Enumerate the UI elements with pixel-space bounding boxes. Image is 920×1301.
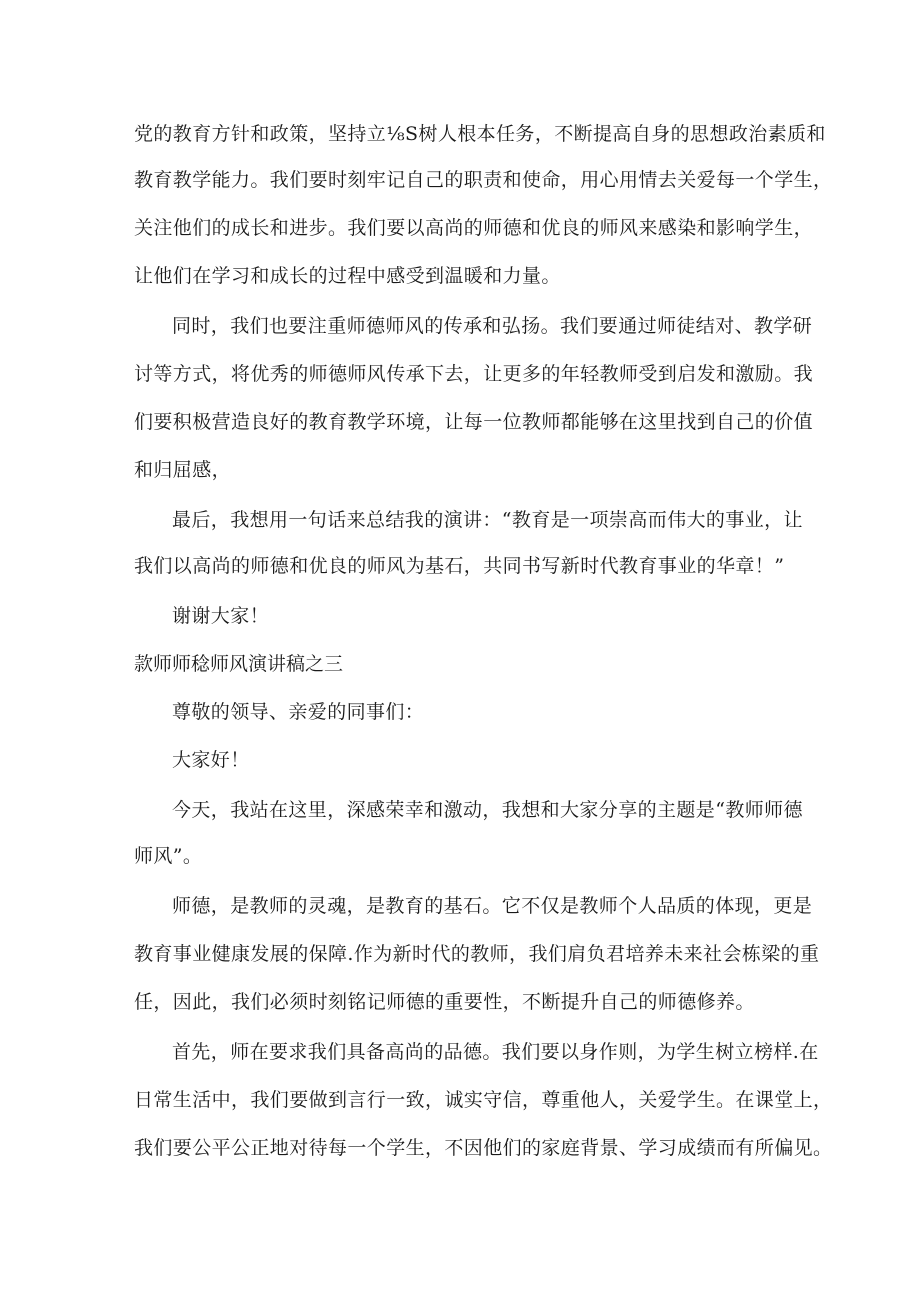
paragraph-line: 讨等方式，将优秀的师德师风传承下去，让更多的年轻教师受到启发和激励。我 [134,363,814,385]
hello-line: 大家好！ [172,749,250,771]
paragraph-line: 日常生活中，我们要做到言行一致，诚实守信，尊重他人，关爱学生。在课堂上， [134,1089,833,1111]
paragraph-line: 今天，我站在这里，深感荣幸和激动，我想和大家分享的主题是“教师师德 [172,799,803,821]
paragraph-line: 教育教学能力。我们要时刻牢记自己的职责和使命，用心用情去关爱每一个学生， [134,169,833,191]
paragraph-line: 最后，我想用一句话来总结我的演讲：“教育是一项崇高而伟大的事业，让 [172,509,803,531]
greeting-line: 尊敬的领导、亲爱的同事们： [172,701,425,723]
paragraph-line: 我们要公平公正地对待每一个学生，不因他们的家庭背景、学习成绩而有所偏见。 [134,1137,833,1159]
paragraph-line: 我们以高尚的师德和优良的师风为基石，共同书写新时代教育事业的华章！” [134,555,785,577]
section-heading: 款师师稔师风演讲稿之三 [134,653,344,675]
thanks-line: 谢谢大家！ [172,605,270,627]
paragraph-line: 教育事业健康发展的保障.作为新时代的教师，我们肩负君培养未来社会栋梁的重 [134,943,820,965]
paragraph-line: 首先，师在要求我们具备高尚的品德。我们要以身作则，为学生树立榜样.在 [172,1041,819,1063]
paragraph-line: 关注他们的成长和进步。我们要以高尚的师德和优良的师风来感染和影响学生， [134,217,814,239]
paragraph-line: 们要积极营造良好的教育教学环境，让每一位教师都能够在这里找到自己的价值 [134,411,814,433]
paragraph-line: 让他们在学习和成长的过程中感受到温暖和力量。 [134,265,561,287]
paragraph-line: 同时，我们也要注重师德师风的传承和弘扬。我们要通过师徒结对、教学研 [172,315,813,337]
paragraph-line: 师德，是教师的灵魂，是教育的基石。它不仅是教师个人品质的体现，更是 [172,895,813,917]
paragraph-line: 师风”。 [134,845,203,867]
paragraph-line: 任，因此，我们必须时刻铭记师德的重要性，不断提升自己的师德修养。 [134,991,755,1013]
paragraph-line: 和归屈感， [134,459,232,481]
paragraph-line: 党的教育方针和政策，坚持立⅛S树人根本任务，不断提高自身的思想政治素质和 [134,123,826,145]
